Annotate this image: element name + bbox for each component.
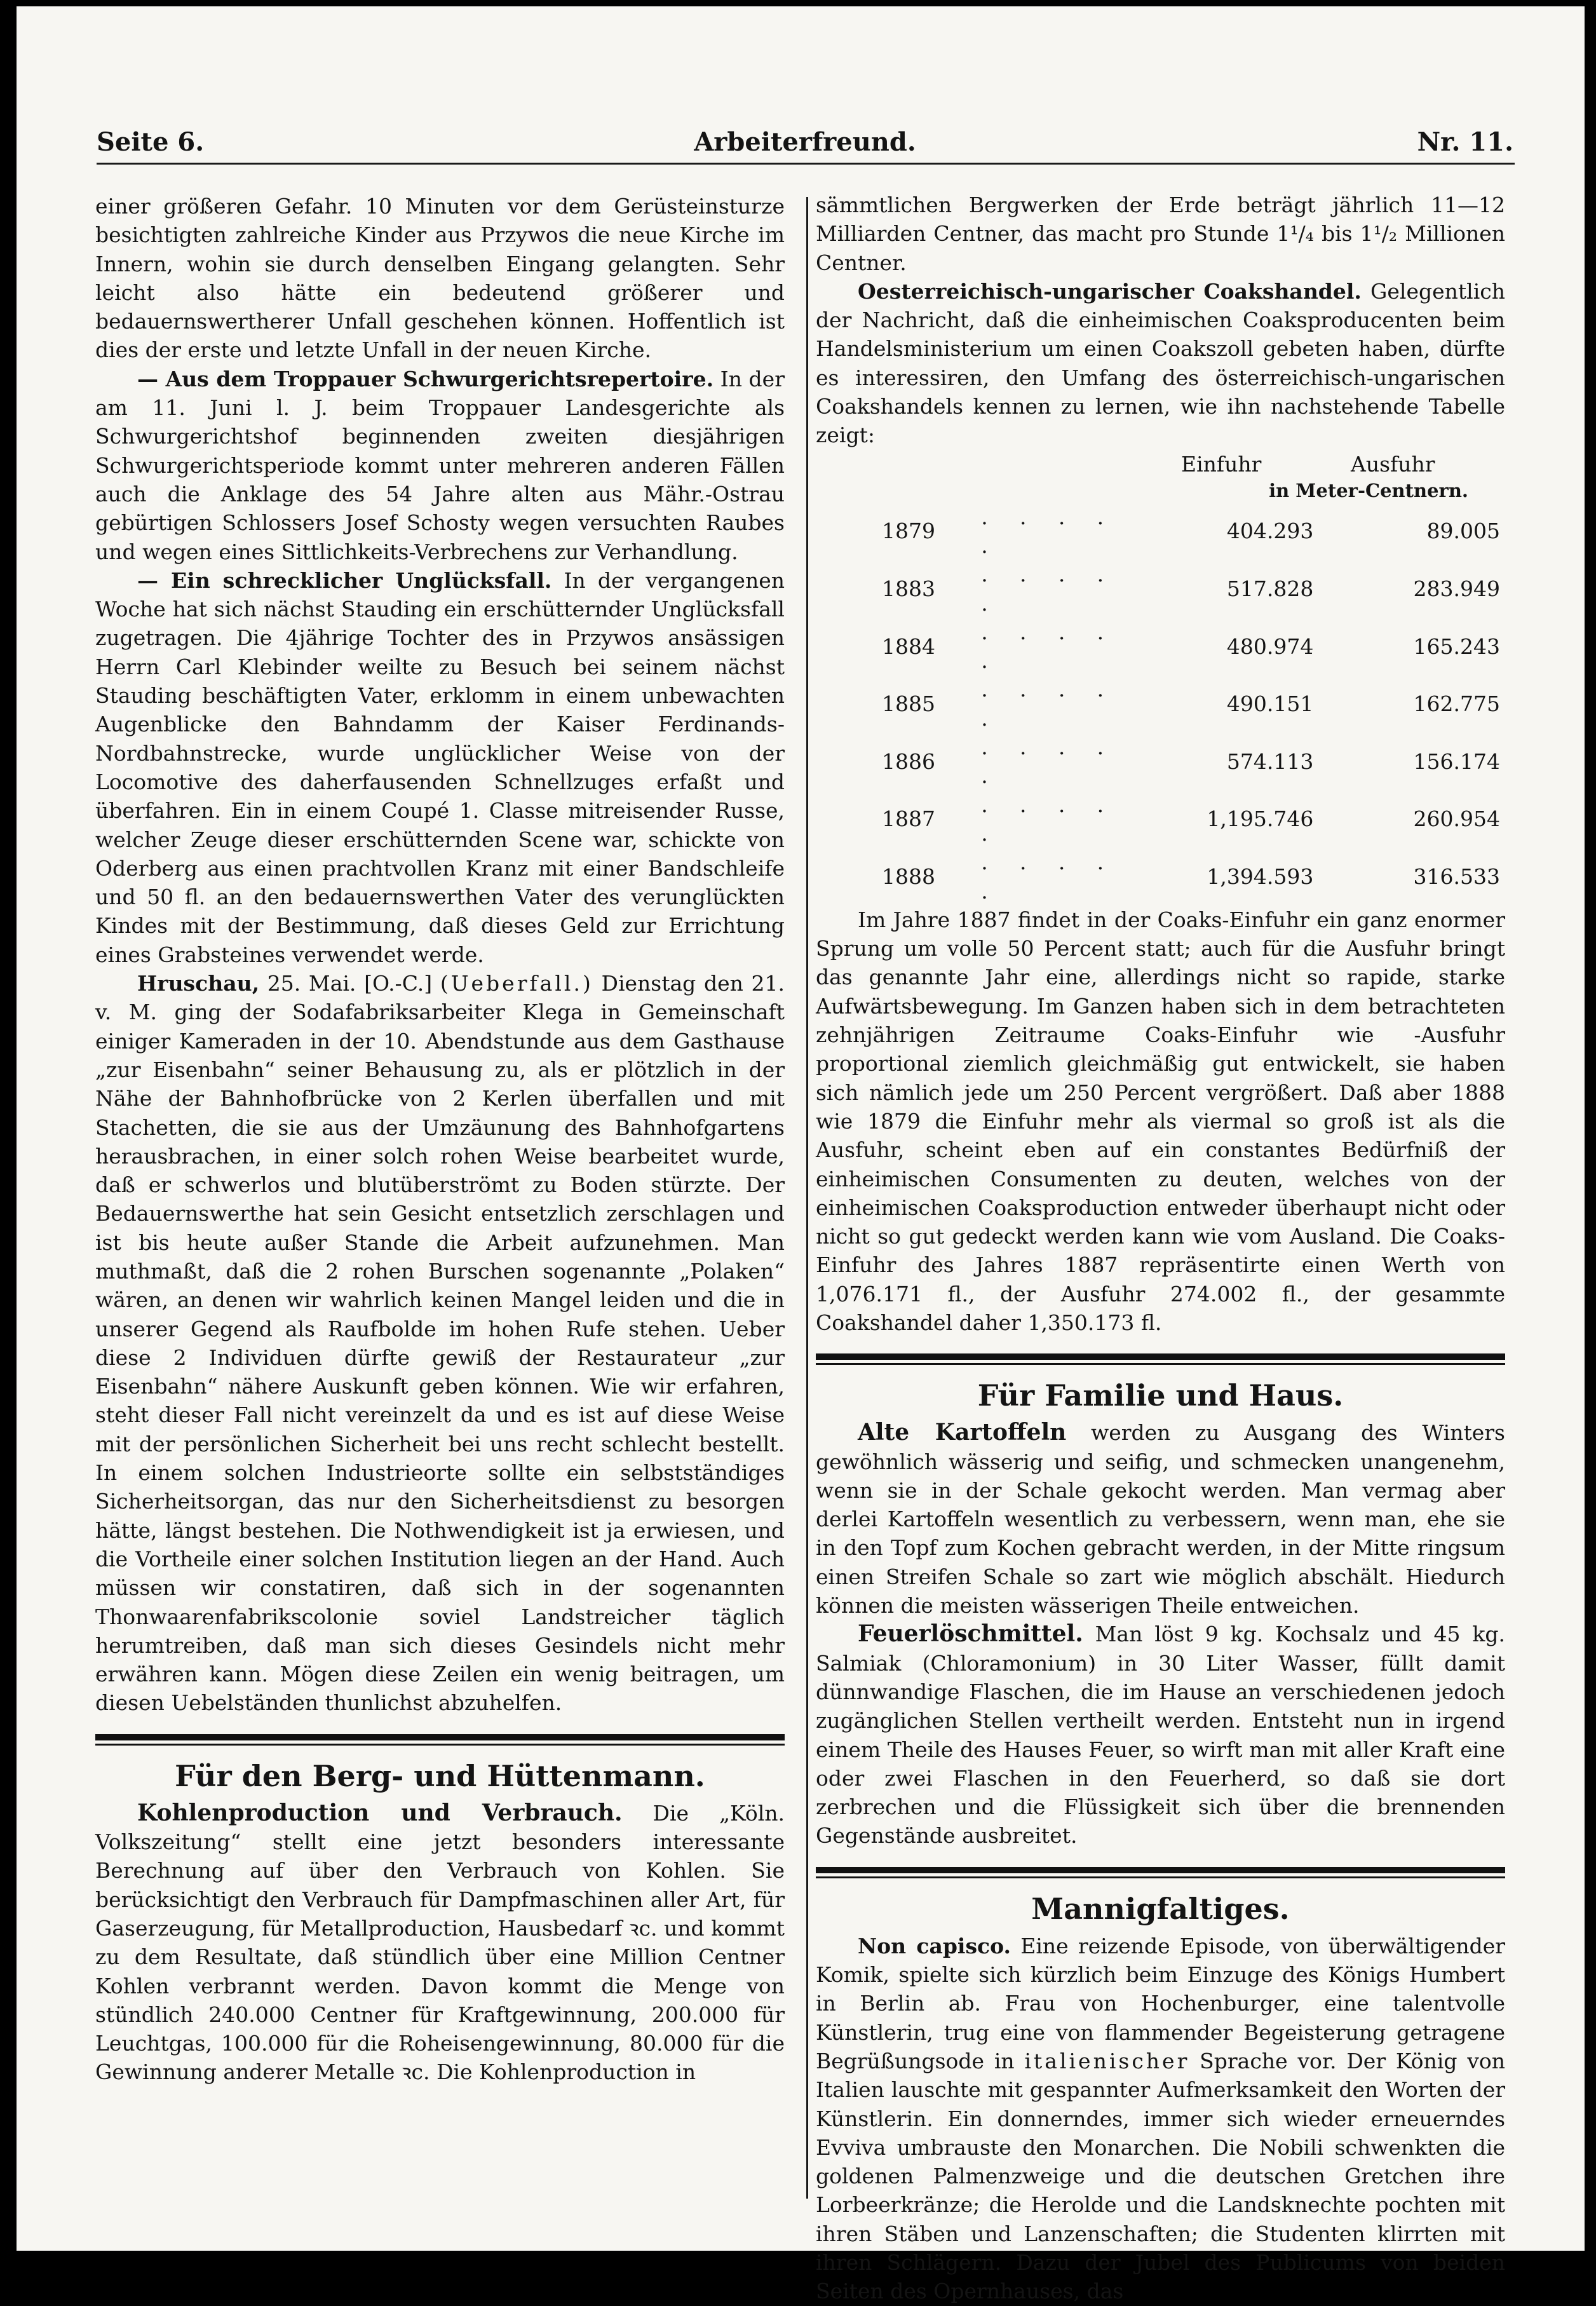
article-feuerloschmittel xyxy=(816,1620,1505,1850)
col-header-export: Ausfuhr xyxy=(1351,451,1435,477)
page-header xyxy=(97,127,1513,166)
article-emphasis: italienischer xyxy=(1024,2048,1190,2073)
row-import-value: 1,195.746 xyxy=(1207,806,1314,832)
article-body: In der am 11. Juni l. J. beim Troppauer Landesgerichte als Schwurgerichtshof beginnenden zweiten diesjährigen Schwurgerichtsperiode kommt unter mehreren anderen Fällen auch die Anklage des 54 Jahre alten aus Mähr.-Ostrau gebürtigen Schlossers Josef Schosty wegen versuchten Raubes und wegen eines Sittlichkeits-Verbrechens zur Verhandlung. xyxy=(95,366,785,564)
article-body: Eine reizende Episode, von überwältigender Komik, spielte sich kürzlich beim Einzuge des Königs Humbert in Berlin ab. Frau von Hochenburger, eine talentvolle Künstlerin, trug eine von flammender Begeisterung getragene Begrüßungsode in xyxy=(816,1933,1505,2073)
article-title: Alte Kartoffeln xyxy=(858,1419,1067,1446)
section-rule xyxy=(816,1353,1505,1365)
coaks-table xyxy=(816,503,1505,905)
row-leader-dots: . . . . . xyxy=(981,677,1113,731)
article-body: Man löst 9 kg. Kochsalz und 45 kg. Salmiak (Chloramonium) in 30 Liter Wasser, füllt damit dünnwandige Flaschen, die im Hause an verschiedenen jedoch zugänglichen Stellen vertheilt werden. Entsteht nun in irgend einem Theile des Hauses Feuer, so wirft man mit aller Kraft eine oder zwei Flaschen in den Feuerherd, so daß sie dort zerbrechen und die Flüssigkeit sich über die brennenden Gegenstände ausbreitet. xyxy=(816,1622,1505,1848)
row-year: 1887 xyxy=(882,806,935,832)
article-hruschau xyxy=(95,969,785,1718)
row-leader-dots: . . . . . xyxy=(981,735,1113,789)
article-body: Dienstag den 21. v. M. ging der Sodafabriksarbeiter Klega in Gemeinschaft einiger Kameraden in der 10. Abendstunde aus dem Gasthause „zur Eisenbahn“ seiner Behausung zu, als er plötzlich in der Nähe der Bahnhofbrücke von 2 Kerlen überfallen und mit Stachetten, die sie aus der Umzäunung des Bahnhofgartens herausbrachen, in einer solch rohen Weise bearbeitet wurde, daß er schwerlos und blutüberströmt zu Boden stürzte. Der Bedauernswerthe hat sein Gesicht entsetzlich zerschlagen und ist bis heute außer Stande die Arbeit aufzunehmen. Man muthmaßt, daß die 2 rohen Burschen sogenannte „Polaken“ wären, an denen wir wahrlich keinen Mangel leiden und die in unserer Gegend als Raufbolde im hohen Rufe stehen. Ueber diese 2 Individuen dürfte gewiß der Restaurateur „zur Eisenbahn“ nähere Auskunft geben können. Wie wir erfahren, steht dieser Fall nicht vereinzelt da und es ist auf diese Weise mit der persönlichen Sicherheit bei uns recht schlecht bestellt. In einem solchen Industrieorte sollte ein selbstständiges Sicherheitsorgan, das nur den Sicherheitsdienst zu besorgen hätte, längst bestehen. Die Nothwendigkeit ist ja erwiesen, und die Vortheile einer solchen Institution liegen an der Hand. Auch müssen wir constatiren, daß sich in der sogenannten Thonwaarenfabrikscolonie soviel Landstreicher täglich herumtreiben, daß man sich dieses Gesindels nicht mehr erwähren kann. Mögen diese Zeilen ein wenig beitragen, um diesen Uebelständen thunlichst abzuhelfen. xyxy=(95,971,785,1716)
section-title-misc: Mannigfaltiges. xyxy=(1031,1891,1290,1926)
row-export-value: 156.174 xyxy=(1413,749,1500,774)
article-coaks-analysis: Im Jahre 1887 findet in der Coaks-Einfuhr ein ganz enormer Sprung um volle 50 Percent statt; auch für die Ausfuhr bringt das genannte Jahr eine, allerdings nicht so rapide, starke Aufwärtsbewegung. Im Ganzen haben sich in dem betrachteten zehnjährigen Zeitraume Coaks-Einfuhr wie -Ausfuhr proportional ziemlich gleichmäßig gut entwickelt, sie haben sich nämlich jede um 250 Percent vergrößert. Daß aber 1888 wie 1879 die Einfuhr mehr als viermal so groß ist als die Ausfuhr, scheint eben auf ein constantes Bedürfniß der einheimischen Consumenten zu deuten, welches von der einheimischen Coaksproduction entweder überhaupt nicht oder nicht so gut gedeckt werden kann wie vom Ausland. Die Coaks-Einfuhr des Jahres 1887 repräsentirte einen Werth von 1,076.171 fl., der Ausfuhr 274.002 fl., der gesammte Coakshandel daher 1,350.173 fl. xyxy=(816,907,1505,1335)
row-year: 1884 xyxy=(882,634,935,659)
newspaper-page xyxy=(17,6,1585,2304)
article-body: Gelegentlich der Nachricht, daß die einheimischen Coaksproducenten beim Handelsministerium um einen Coakszoll gebeten haben, dürfte es interessiren, den Umfang des österreichisch-ungarischen Coakshandels kennen zu lernen, wie ihn nachstehende Tabelle zeigt: xyxy=(816,278,1505,448)
header-rule xyxy=(97,163,1515,165)
row-export-value: 260.954 xyxy=(1413,806,1500,832)
col-header-import: Einfuhr xyxy=(1181,451,1262,477)
table-row xyxy=(816,618,1505,675)
table-row xyxy=(816,733,1505,790)
article-date: 25. Mai. [O.-C.] xyxy=(267,971,433,996)
row-export-value: 316.533 xyxy=(1413,864,1500,889)
left-column xyxy=(95,192,785,2087)
article-body: In der vergangenen Woche hat sich nächst Stauding ein erschütternder Unglücksfall zugetragen. Die 4jährige Tochter des in Przywos ansässigen Herrn Carl Klebinder weilte zu Besuch bei seinem nächst Stauding beschäftigten Vater, erklomm in einem unbewachten Augenblicke den Bahndamm der Kaiser Ferdinands-Nordbahnstrecke, wurde unglücklicher Weise von der Locomotive des daherfausenden Schnellzuges erfaßt und überfahren. Ein in einem Coupé 1. Classe mitreisender Russe, welcher Zeuge dieser erschütternden Scene war, schickte von Oderberg aus einen prachtvollen Kranz mit einer Bandschleife und 50 fl. an den bedauernswerthen Vater des verunglückten Kindes mit der Bestimmung, daß dieses Geld zur Errichtung eines Grabsteines verwendet werde. xyxy=(95,567,785,967)
row-import-value: 480.974 xyxy=(1226,634,1314,659)
article-title: Oesterreichisch-ungarischer Coakshandel. xyxy=(858,278,1362,304)
article-kohlenproduction xyxy=(95,1799,785,2087)
section-title-family: Für Familie und Haus. xyxy=(977,1378,1344,1413)
table-row xyxy=(816,560,1505,618)
row-year: 1879 xyxy=(882,519,935,544)
unit-label: in Meter-Centnern. xyxy=(1269,479,1468,501)
article-kartoffeln xyxy=(816,1418,1505,1620)
article-title: Kohlenproduction und Verbrauch. xyxy=(137,1799,623,1826)
article-title: — Ein schrecklicher Unglücksfall. xyxy=(137,567,552,593)
column-divider xyxy=(806,197,808,2199)
row-leader-dots: . . . . . xyxy=(981,562,1113,616)
article-non-capisco xyxy=(816,1932,1505,2306)
row-leader-dots: . . . . . xyxy=(981,619,1113,674)
section-rule xyxy=(95,1734,785,1746)
row-export-value: 165.243 xyxy=(1413,634,1500,659)
row-import-value: 574.113 xyxy=(1226,749,1314,774)
row-leader-dots: . . . . . xyxy=(981,792,1113,846)
section-title-berg: Für den Berg- und Hüttenmann. xyxy=(175,1758,705,1793)
table-row xyxy=(816,503,1505,560)
table-row xyxy=(816,848,1505,905)
article-title: Non capisco. xyxy=(858,1933,1011,1958)
row-export-value: 89.005 xyxy=(1426,519,1500,544)
right-column xyxy=(816,191,1505,2306)
article-title: — Aus dem Troppauer Schwurgerichtsrepertoire. xyxy=(137,366,714,391)
row-year: 1883 xyxy=(882,576,935,601)
row-export-value: 162.775 xyxy=(1413,691,1500,717)
article-subtitle: (Ueberfall.) xyxy=(440,971,593,996)
article-title: Feuerlöschmittel. xyxy=(858,1620,1083,1648)
article-schwurgericht xyxy=(95,365,785,566)
article-body: werden zu Ausgang des Winters gewöhnlich wässerig und seifig, und schmecken unangenehm, wenn sie in der Schale gekocht werden. Man vermag aber derlei Kartoffeln wesentlich zu verbessern, wenn man, ehe sie in den Topf zum Kochen gebracht werden, in der Mitte ringsum einen Streifen Schale so zart wie möglich abschält. Hiedurch können die meisten wässerigen Theile entweichen. xyxy=(816,1420,1505,1618)
article-body: Sprache vor. Der König von Italien lauschte mit gespannter Aufmerksamkeit den Worten der Künstlerin. Ein donnerndes, immer sich wieder erneuerndes Evviva umbrauste den Monarchen. Die Nobili schwenkten die goldenen Palmenzweige und die deutschen Gretchen ihre Lorbeerkränze; die Herolde und die Landsknechte pochten mit ihren Stäben und Lanzenschaften; die Studenten klirrten mit ihren Schlägern. Dazu der Jubel des Publicums von beiden Seiten des Opernhauses, das xyxy=(816,2048,1505,2304)
article-continuation: sämmtlichen Bergwerken der Erde beträgt jährlich 11—12 Milliarden Centner, das macht pro Stunde 1¹/₄ bis 1¹/₂ Millionen Centner. xyxy=(816,193,1505,275)
article-continuation: einer größeren Gefahr. 10 Minuten vor dem Gerüsteinsturze besichtigten zahlreiche Kinder aus Przywos die neue Kirche im Innern, wohin sie durch denselben Eingang gelangten. Sehr leicht also hätte ein bedeutend größerer und bedauernswertherer Unfall geschehen können. Hoffentlich ist dies der erste und letzte Unfall in der neuen Kirche. xyxy=(95,194,785,363)
issue-number: Nr. 11. xyxy=(1417,127,1513,157)
coaks-table-header xyxy=(816,450,1505,503)
row-year: 1886 xyxy=(882,749,935,774)
row-import-value: 517.828 xyxy=(1226,576,1314,601)
article-unglucksfall xyxy=(95,566,785,969)
row-year: 1888 xyxy=(882,864,935,889)
article-body: Die „Köln. Volkszeitung“ stellt eine jetzt besonders interessante Berechnung auf über den Verbrauch von Kohlen. Sie berücksichtigt den Verbrauch für Dampfmaschinen aller Art, für Gaserzeugung, für Metallproduction, Hausbedarf ꝛc. und kommt zu dem Resultate, daß stündlich über eine Million Centner Kohlen verbrannt werden. Davon kommt die Menge von stündlich 240.000 Centner für Kraftgewinnung, 200.000 für Leuchtgas, 100.000 für die Roheisengewinnung, 80.000 für die Gewinnung anderer Metalle ꝛc. Die Kohlenproduction in xyxy=(95,1800,785,2085)
article-dateline: Hruschau, xyxy=(137,971,260,996)
row-leader-dots: . . . . . xyxy=(981,850,1113,904)
table-row xyxy=(816,675,1505,733)
page-number-label: Seite 6. xyxy=(97,127,205,157)
table-row xyxy=(816,790,1505,848)
row-year: 1885 xyxy=(882,691,935,717)
row-leader-dots: . . . . . xyxy=(981,504,1113,558)
row-import-value: 404.293 xyxy=(1226,519,1314,544)
row-import-value: 1,394.593 xyxy=(1207,864,1314,889)
section-rule xyxy=(816,1867,1505,1878)
newspaper-title: Arbeiterfreund. xyxy=(694,127,916,157)
article-coakshandel xyxy=(816,277,1505,450)
row-import-value: 490.151 xyxy=(1226,691,1314,717)
row-export-value: 283.949 xyxy=(1413,576,1500,601)
